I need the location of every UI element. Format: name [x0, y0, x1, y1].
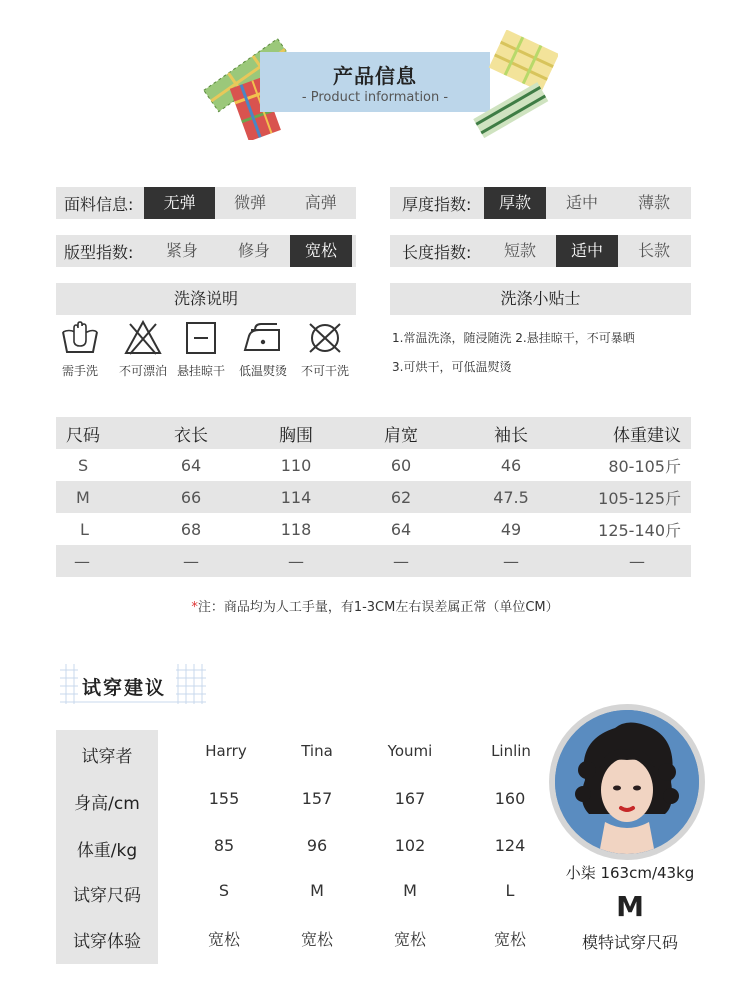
tryon-label-weight: 体重/kg [76, 841, 138, 861]
banner-subtitle: - Product information - [301, 90, 449, 105]
washing-tip-line-2: 3.可烘干，可低温熨烫 [392, 360, 512, 374]
size-table [56, 417, 691, 577]
header-shoulder: 肩宽 [384, 425, 418, 446]
tester-name-tina: Tina [301, 742, 333, 760]
model-size: M [616, 890, 644, 923]
no-bleach-icon [123, 320, 163, 356]
note-text: 注：商品均为人工手量，有1-3CM左右误差属正常（单位CM） [197, 600, 559, 615]
washing-instructions-header: 洗涤说明 [56, 283, 356, 315]
tester-size: S [218, 881, 230, 900]
cell-weight: — [629, 551, 645, 571]
tester-name-linlin: Linlin [491, 742, 531, 760]
thickness-option-thin: 薄款 [637, 193, 670, 212]
care-label: 不可漂泊 [118, 364, 167, 378]
tester-feel: 宽松 [207, 930, 240, 949]
care-label: 不可干洗 [300, 364, 349, 378]
header-size: 尺码 [66, 425, 100, 446]
low-iron-icon [241, 320, 285, 356]
care-no-bleach [111, 320, 175, 379]
cell-chest: 110 [280, 455, 312, 475]
care-label: 需手洗 [61, 364, 98, 378]
tester-feel: 宽松 [493, 930, 526, 949]
fabric-option-high: 高弹 [304, 193, 337, 212]
cell-chest: 114 [280, 487, 312, 507]
table-row [56, 545, 691, 577]
cell-sleeve: — [503, 551, 519, 571]
cell-shoulder: — [393, 551, 409, 571]
care-no-dry-clean [293, 320, 357, 379]
fit-option-loose: 宽松 [290, 235, 352, 267]
care-hand-wash [48, 320, 112, 379]
cell-weight: 105-125斤 [598, 488, 681, 508]
fit-label: 版型指数: [64, 242, 134, 262]
tester-height: 157 [301, 789, 333, 808]
tester-height: 167 [394, 789, 426, 808]
table-row [56, 481, 691, 513]
header-chest: 胸围 [279, 425, 313, 446]
tester-size: L [505, 881, 515, 900]
fit-option-slim: 修身 [237, 241, 270, 260]
care-hang-dry [169, 320, 233, 379]
plaid-tape-right-decoration [468, 30, 558, 140]
care-label: 悬挂晾干 [176, 364, 225, 378]
washing-tip-line-1: 1.常温洗涤，随浸随洗 2.悬挂晾干，不可暴晒 [392, 331, 635, 345]
fabric-option-none: 无弹 [144, 187, 215, 219]
cell-shoulder: 64 [390, 519, 412, 539]
tester-height: 160 [494, 789, 526, 808]
no-dry-clean-icon [305, 320, 345, 356]
fabric-option-slight: 微弹 [234, 193, 267, 212]
header-weight: 体重建议 [613, 425, 681, 446]
tryon-label-height: 身高/cm [74, 794, 140, 814]
tryon-title: 试穿建议 [82, 677, 167, 699]
tryon-label-tester: 试穿者 [81, 747, 133, 767]
cell-size: L [80, 519, 89, 539]
fabric-elasticity-row [56, 187, 356, 219]
cell-shoulder: 60 [390, 455, 412, 475]
fit-option-tight: 紧身 [165, 241, 198, 260]
length-label: 长度指数: [402, 242, 472, 262]
cell-size: — [74, 551, 90, 571]
tester-name-harry: Harry [205, 742, 247, 760]
measurement-note [0, 596, 750, 615]
hang-dry-icon [181, 320, 221, 356]
care-low-iron [231, 320, 295, 379]
thickness-row [390, 187, 691, 219]
cell-length: 66 [180, 487, 202, 507]
cell-length: 68 [180, 519, 202, 539]
length-option-medium: 适中 [556, 235, 618, 267]
tester-size: M [403, 881, 417, 900]
tester-size: M [310, 881, 324, 900]
model-name-stats: 小柒 163cm/43kg [565, 864, 695, 882]
tryon-label-size: 试穿尺码 [73, 886, 141, 906]
cell-length: — [183, 551, 199, 571]
cell-sleeve: 46 [500, 455, 522, 475]
tester-name-youmi: Youmi [387, 742, 433, 760]
thickness-label: 厚度指数: [402, 194, 472, 214]
size-table-header [56, 417, 691, 449]
thickness-option-medium: 适中 [565, 193, 598, 212]
header-sleeve: 袖长 [494, 425, 528, 446]
fabric-label: 面料信息: [64, 194, 134, 214]
tester-weight: 96 [306, 836, 328, 855]
banner-title: 产品信息 [333, 64, 417, 88]
length-option-long: 长款 [637, 241, 670, 260]
tester-weight: 124 [494, 836, 526, 855]
tryon-title-block [60, 664, 206, 704]
model-avatar [555, 710, 699, 854]
tryon-label-feel: 试穿体验 [73, 932, 141, 952]
cell-sleeve: 49 [500, 519, 522, 539]
note-asterisk: * [191, 600, 198, 615]
model-size-caption: 模特试穿尺码 [581, 933, 678, 952]
length-row [390, 235, 691, 267]
header-length: 衣长 [174, 425, 208, 446]
cell-weight: 80-105斤 [608, 456, 681, 476]
hand-wash-icon [60, 320, 100, 356]
tester-weight: 85 [213, 836, 235, 855]
cell-length: 64 [180, 455, 202, 475]
table-row [56, 449, 691, 481]
fit-row [56, 235, 356, 267]
tester-weight: 102 [394, 836, 426, 855]
cell-size: S [78, 455, 89, 475]
cell-size: M [76, 487, 90, 507]
length-option-short: 短款 [503, 241, 536, 260]
tester-feel: 宽松 [393, 930, 426, 949]
cell-weight: 125-140斤 [598, 520, 681, 540]
thickness-option-thick: 厚款 [484, 187, 546, 219]
product-info-banner [200, 30, 555, 140]
cell-chest: — [288, 551, 304, 571]
cell-shoulder: 62 [390, 487, 412, 507]
table-row [56, 513, 691, 545]
cell-chest: 118 [280, 519, 312, 539]
cell-sleeve: 47.5 [493, 487, 529, 507]
tester-feel: 宽松 [300, 930, 333, 949]
care-label: 低温熨烫 [238, 364, 287, 378]
washing-tips-header: 洗涤小贴士 [390, 283, 691, 315]
model-portrait-image [555, 710, 699, 854]
tester-height: 155 [208, 789, 240, 808]
